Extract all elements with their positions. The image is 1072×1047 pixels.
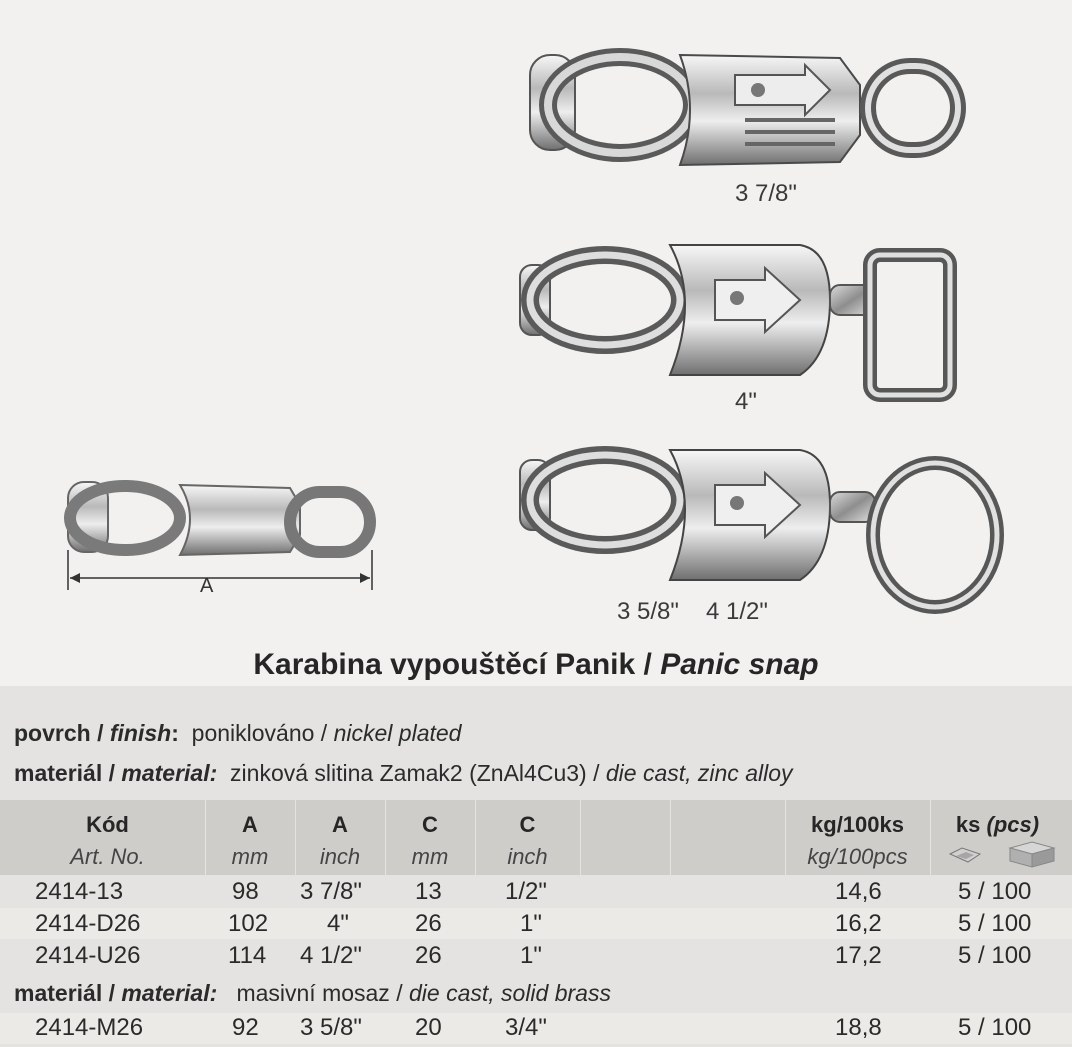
cell-c-inch: 1" bbox=[520, 942, 542, 969]
material-value-cz: zinková slitina Zamak2 (ZnAl4Cu3) / bbox=[230, 760, 600, 786]
dimension-label: A bbox=[200, 575, 214, 597]
cell-weight: 17,2 bbox=[835, 942, 882, 969]
cell-c-mm: 26 bbox=[415, 910, 442, 937]
header-c-inch: C inch bbox=[507, 812, 548, 869]
cell-c-mm: 20 bbox=[415, 1014, 442, 1041]
cell-a-mm: 114 bbox=[228, 942, 267, 969]
cell-pieces: 5 / 100 bbox=[958, 878, 1032, 905]
table-row bbox=[0, 878, 1072, 908]
header-pieces: ks (pcs) bbox=[930, 812, 1065, 868]
finish-value-en: nickel plated bbox=[333, 720, 462, 746]
cell-c-mm: 13 bbox=[415, 878, 442, 905]
finish-line bbox=[14, 720, 461, 747]
title-cz: Karabina vypouštěcí Panik / bbox=[253, 648, 652, 681]
package-small-icon bbox=[948, 844, 982, 866]
finish-label-cz: povrch / bbox=[14, 720, 104, 746]
cell-a-inch: 4" bbox=[327, 910, 349, 937]
snap-image-round-swivel bbox=[520, 450, 997, 607]
table-row bbox=[0, 1014, 1072, 1044]
cell-a-mm: 92 bbox=[232, 1014, 259, 1041]
cell-a-inch: 4 1/2" bbox=[300, 942, 362, 969]
material-line bbox=[14, 760, 793, 787]
caption-snap-1: 3 7/8" bbox=[735, 180, 797, 207]
cell-weight: 14,6 bbox=[835, 878, 882, 905]
cell-pieces: 5 / 100 bbox=[958, 910, 1032, 937]
cell-c-mm: 26 bbox=[415, 942, 442, 969]
header-weight: kg/100ks kg/100pcs bbox=[807, 812, 908, 869]
header-c-mm: C mm bbox=[411, 812, 449, 869]
finish-label-en: finish bbox=[109, 720, 172, 746]
cell-code: 2414-D26 bbox=[35, 910, 141, 937]
cell-c-inch: 1/2" bbox=[505, 878, 547, 905]
cell-pieces: 5 / 100 bbox=[958, 942, 1032, 969]
cell-code: 2414-U26 bbox=[35, 942, 141, 969]
page-title bbox=[0, 648, 1072, 682]
cell-code: 2414-13 bbox=[35, 878, 124, 905]
cell-pieces: 5 / 100 bbox=[958, 1014, 1032, 1041]
title-en: Panic snap bbox=[660, 648, 819, 681]
snap-image-eye bbox=[530, 55, 958, 165]
cell-a-inch: 3 5/8" bbox=[300, 1014, 362, 1041]
caption-snap-2: 4" bbox=[735, 388, 757, 415]
material-brass-line bbox=[14, 980, 611, 1007]
cell-a-mm: 98 bbox=[232, 878, 259, 905]
cell-a-inch: 3 7/8" bbox=[300, 878, 362, 905]
material-label-cz: materiál / bbox=[14, 760, 115, 786]
material-label-en: material: bbox=[121, 760, 218, 786]
table-row bbox=[0, 942, 1072, 972]
cell-weight: 16,2 bbox=[835, 910, 882, 937]
cell-code: 2414-M26 bbox=[35, 1014, 144, 1041]
material2-value-cz: masivní mosaz / bbox=[236, 980, 403, 1006]
material-value-en: die cast, zinc alloy bbox=[605, 760, 793, 786]
cell-a-mm: 102 bbox=[228, 910, 269, 937]
material2-label-cz: materiál / bbox=[14, 980, 115, 1006]
header-a-inch: A inch bbox=[319, 812, 361, 869]
cell-weight: 18,8 bbox=[835, 1014, 882, 1041]
material2-label-en: material: bbox=[121, 980, 218, 1006]
dimension-drawing bbox=[68, 482, 372, 590]
table-row bbox=[0, 910, 1072, 940]
finish-colon: : bbox=[171, 720, 179, 746]
package-box-icon bbox=[1008, 840, 1056, 868]
header-a-mm: A mm bbox=[231, 812, 269, 869]
finish-value-cz: poniklováno / bbox=[191, 720, 328, 746]
header-code: Kód Art. No. bbox=[70, 812, 145, 869]
snap-image-square-swivel bbox=[520, 245, 950, 395]
cell-c-inch: 3/4" bbox=[505, 1014, 547, 1041]
material2-value-en: die cast, solid brass bbox=[408, 980, 611, 1006]
caption-snap-3b: 4 1/2" bbox=[706, 598, 768, 625]
cell-c-inch: 1" bbox=[520, 910, 542, 937]
caption-snap-3a: 3 5/8" bbox=[617, 598, 679, 625]
